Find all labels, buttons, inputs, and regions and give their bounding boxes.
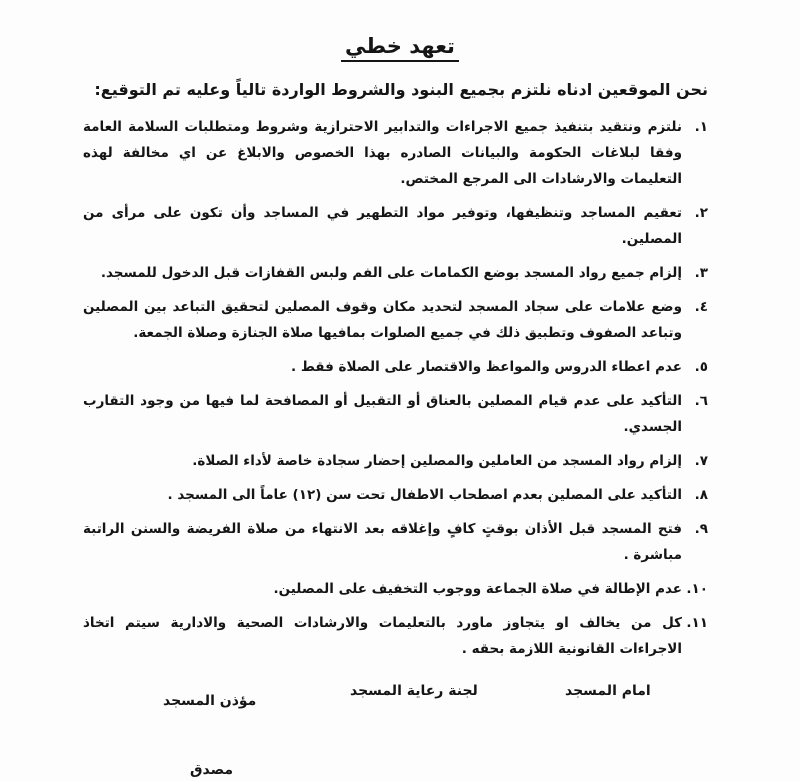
clause-item [83,610,708,662]
clause-list [83,114,708,670]
document-title-text: تعهد خطي [341,34,459,62]
clause-text: عدم الإطالة في صلاة الجماعة ووجوب التخفيف على المصلين. [273,581,682,597]
clause-item [83,294,708,346]
clause-text: إلزام جميع رواد المسجد بوضع الكمامات على الفم ولبس القفازات قبل الدخول للمسجد. [100,265,682,281]
clause-number: ٨. [694,487,708,503]
clause-item [83,388,708,440]
signature-muezzin: مؤذن المسجد [163,693,257,709]
clause-item [83,114,708,192]
signature-committee: لجنة رعاية المسجد [350,683,478,699]
clause-number: ١. [694,119,708,135]
clause-item [83,260,708,286]
clause-number: ٦. [694,393,708,409]
clause-number: ٤. [694,299,708,315]
clause-item [83,448,708,474]
clause-text: إلزام رواد المسجد من العاملين والمصلين إحضار سجادة خاصة لأداء الصلاة. [192,453,682,469]
clause-number: ١٠. [686,581,708,597]
clause-number: ١١. [686,615,708,631]
clause-item [83,482,708,508]
document-title [0,34,800,58]
clause-text: فتح المسجد قبل الأذان بوقتٍ كافٍ وإغلاقه بعد الانتهاء من صلاة الفريضة والسنن الراتبة مباشرة . [83,521,682,563]
clause-item [83,354,708,380]
document-intro: نحن الموقعين ادناه نلتزم بجميع البنود والشروط الواردة تالياً وعليه تم التوقيع: [94,80,708,99]
signature-imam: امام المسجد [565,683,651,699]
clause-item [83,576,708,602]
signature-certified: مصدق [190,762,234,778]
clause-text: التأكيد على عدم قيام المصلين بالعناق أو التقبيل أو المصافحة لما فيها من وجود التقارب الجسدي. [83,393,682,435]
clause-text: عدم اعطاء الدروس والمواعظ والاقتصار على الصلاة فقط . [291,359,682,375]
clause-item [83,516,708,568]
clause-item [83,200,708,252]
clause-text: التأكيد على المصلين بعدم اصطحاب الاطفال تحت سن (١٢) عاماً الى المسجد . [167,487,682,503]
clause-text: كل من يخالف او يتجاوز ماورد بالتعليمات والارشادات الصحية والادارية سيتم اتخاذ الاجراءات القانونية اللازمة بحقه . [83,615,682,657]
clause-number: ٧. [694,453,708,469]
clause-text: نلتزم ونتقيد بتنفيذ جميع الاجراءات والتدابير الاحترازية وشروط ومتطلبات السلامة العامة وفقا لبلاغات الحكومة والبيانات الصادره بهذا الخصوص والابلاغ عن اي مخالفة لهذه التعليمات والارشادات الى المرجع المختص. [83,119,682,187]
clause-number: ٩. [694,521,708,537]
clause-number: ٣. [694,265,708,281]
clause-text: وضع علامات على سجاد المسجد لتحديد مكان وقوف المصلين لتحقيق التباعد بين المصلين وتباعد الصفوف وتطبيق ذلك في جميع الصلوات بمافيها صلاة الجنازة وصلاة الجمعة. [83,299,682,341]
clause-text: تعقيم المساجد وتنظيفها، وتوفير مواد التطهير في المساجد وأن تكون على مرأى من المصلين. [83,205,682,247]
clause-number: ٢. [694,205,708,221]
clause-number: ٥. [694,359,708,375]
